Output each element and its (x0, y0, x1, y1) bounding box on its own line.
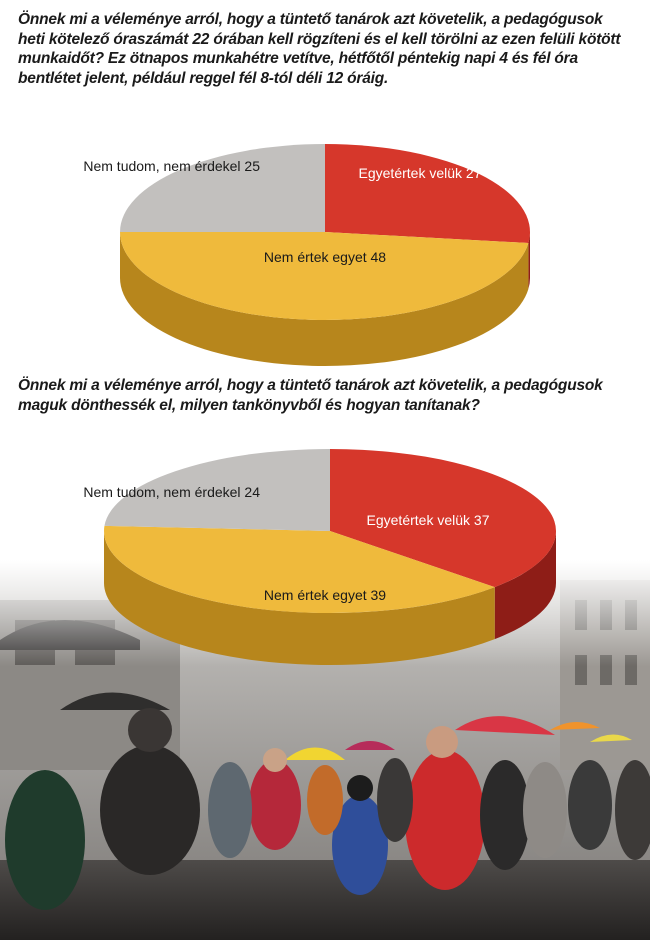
question-1: Önnek mi a véleménye arról, hogy a tüntető tanárok azt követelik, a pedagógusok heti kötelező óraszámát 22 órában kell rögzíteni és el kell törölni az ezen felüli kötött munkaidőt? Ez ötnapos munkahétre vetítve, hétfőtől péntekig napi 4 és fél óra bentlétet jelent, például reggel fél 8-tól déli 12 óráig. (18, 11, 621, 87)
slice-label-unknown: Nem tudom, nem érdekel 25 (83, 158, 260, 174)
pie-chart-1 (0, 140, 650, 380)
slice-label-agree: Egyetértek velük 37 (366, 512, 490, 528)
question-2: Önnek mi a véleménye arról, hogy a tüntető tanárok azt követelik, a pedagógusok maguk dönthessék el, milyen tankönyvből és hogyan tanítanak? (18, 377, 603, 414)
slice-label-disagree: Nem értek egyet 48 (263, 249, 387, 265)
pie-chart-2 (0, 445, 650, 680)
slice-label-unknown: Nem tudom, nem érdekel 24 (83, 484, 260, 500)
pie-slice-agree (325, 144, 530, 243)
slice-label-agree: Egyetértek velük 27 (358, 165, 482, 181)
slice-label-disagree: Nem értek egyet 39 (263, 587, 387, 603)
